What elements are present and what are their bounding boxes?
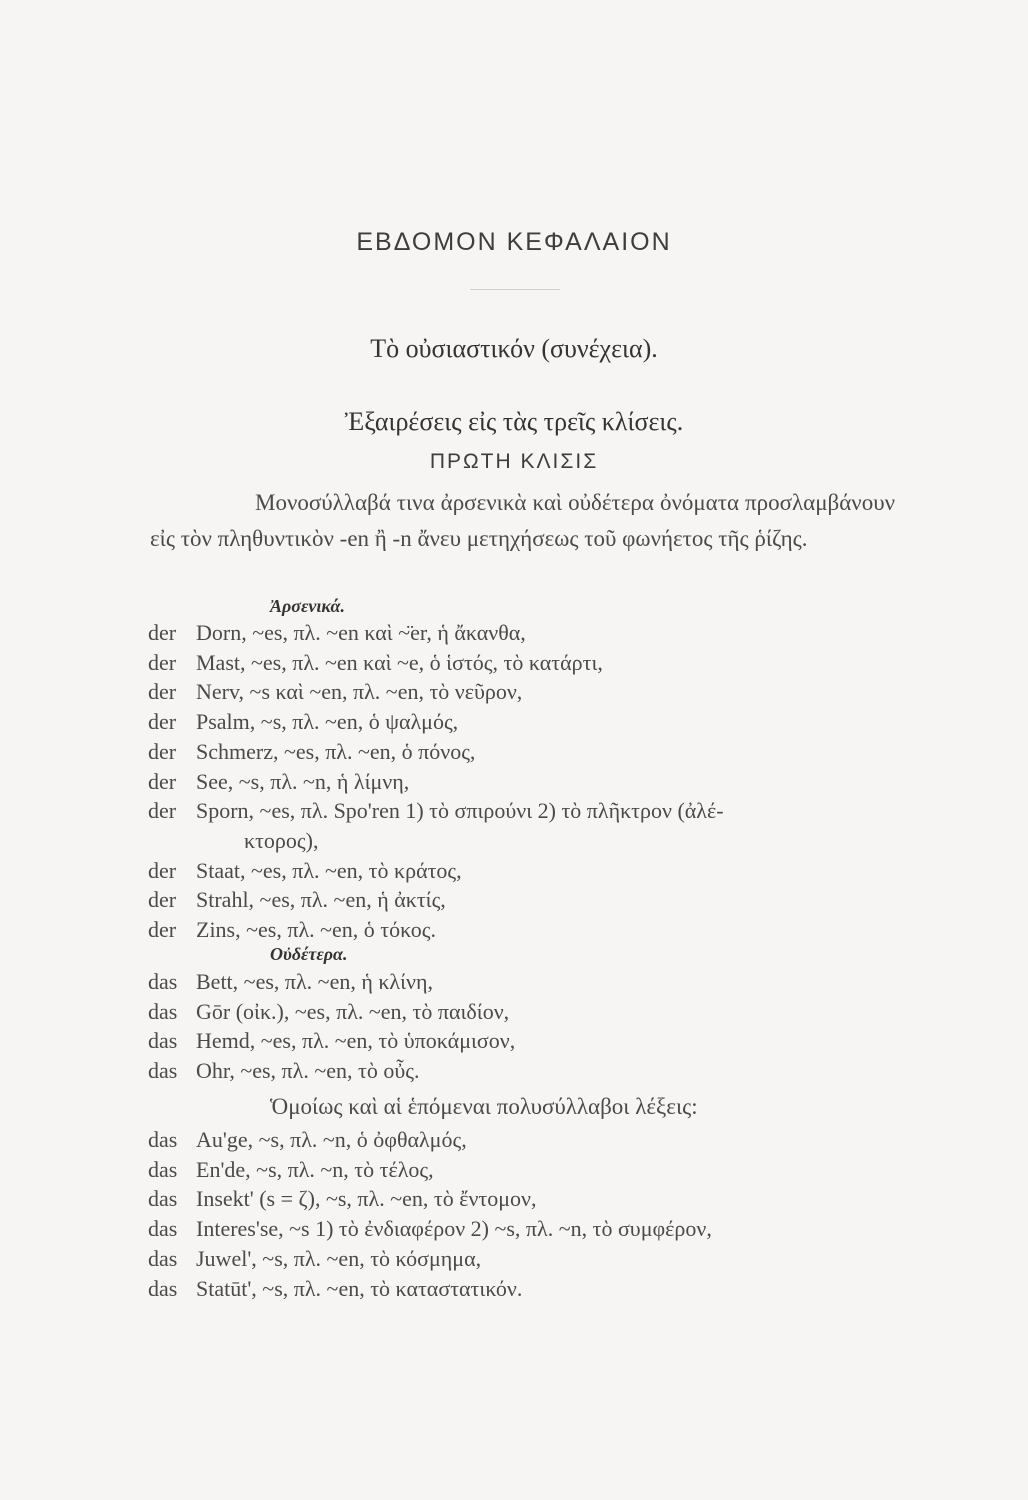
- dictionary-entry: [148, 885, 908, 915]
- entry-text: Mast, ~es, πλ. ~en καὶ ~e, ὁ ἱστός, τὸ κατάρτι,: [196, 649, 603, 675]
- dictionary-entry: [148, 967, 908, 997]
- entry-text: Insekt' (s = ζ), ~s, πλ. ~en, τὸ ἔντομον,: [196, 1186, 537, 1212]
- entry-article: der: [148, 857, 177, 883]
- entry-article: das: [148, 998, 178, 1024]
- entry-text: Juwel', ~s, πλ. ~en, τὸ κόσμημα,: [196, 1245, 482, 1271]
- neuter-label: Οὐδέτερα.: [270, 944, 348, 964]
- entry-article: das: [148, 1028, 178, 1054]
- similarly-note: Ὁμοίως καὶ αἱ ἑπόμεναι πολυσύλλαβοι λέξεις:: [270, 1094, 698, 1119]
- entry-article: das: [148, 1216, 178, 1242]
- entry-text: Schmerz, ~es, πλ. ~en, ὁ πόνος,: [196, 738, 476, 764]
- dictionary-entry: [148, 1274, 908, 1304]
- chapter-title: ΕΒΔΟΜΟΝ ΚΕΦΑΛΑΙΟΝ: [356, 228, 672, 256]
- entry-article: das: [148, 1127, 178, 1152]
- entry-article: der: [148, 917, 177, 943]
- entry-article: der: [148, 738, 177, 764]
- entry-text: Interes'se, ~s 1) τὸ ἐνδιαφέρον 2) ~s, πλ. ~n, τὸ συμφέρον,: [196, 1216, 712, 1242]
- entry-text: Psalm, ~s, πλ. ~en, ὁ ψαλμός,: [196, 709, 459, 735]
- entry-article: der: [148, 798, 177, 824]
- entry-article: das: [148, 1156, 178, 1182]
- entry-text: Au'ge, ~s, πλ. ~n, ὁ ὀφθαλμός,: [196, 1127, 467, 1152]
- entry-text: Ohr, ~es, πλ. ~en, τὸ οὖς.: [196, 1058, 420, 1084]
- entry-text: Sporn, ~es, πλ. Spo'ren 1) τὸ σπιρούνι 2) τὸ πλῆκτρον (ἀλέ-: [196, 798, 724, 824]
- dictionary-entry: [148, 618, 908, 648]
- entry-text: Strahl, ~es, πλ. ~en, ἡ ἀκτίς,: [196, 887, 446, 913]
- entry-text: See, ~s, πλ. ~n, ἡ λίμνη,: [196, 768, 410, 794]
- entry-article: der: [148, 620, 177, 645]
- dictionary-entry: [148, 677, 908, 707]
- dictionary-entry: [148, 1056, 908, 1086]
- masculine-entry-list: [148, 618, 908, 945]
- dictionary-entry: [148, 707, 908, 737]
- entry-article: der: [148, 768, 177, 794]
- entry-text: Zins, ~es, πλ. ~en, ὁ τόκος.: [196, 917, 436, 943]
- dictionary-entry: [148, 1214, 908, 1244]
- dictionary-entry: [148, 997, 908, 1027]
- entry-article: der: [148, 679, 177, 705]
- neuter-entry-list: [148, 967, 908, 1086]
- dictionary-entry: [148, 1184, 908, 1214]
- entry-article: das: [148, 1245, 178, 1271]
- declension-heading: ΠΡΩΤΗ ΚΛΙΣΙΣ: [429, 450, 599, 473]
- entry-article: das: [148, 1275, 178, 1301]
- entry-text: En'de, ~s, πλ. ~n, τὸ τέλος,: [196, 1156, 434, 1182]
- dictionary-entry: [148, 737, 908, 767]
- entry-article: das: [148, 969, 178, 994]
- exceptions-heading: Ἐξαιρέσεις εἰς τὰς τρεῖς κλίσεις.: [344, 407, 684, 436]
- entry-continuation: [148, 826, 908, 856]
- entry-article: der: [148, 709, 177, 735]
- entry-article: der: [148, 649, 177, 675]
- dictionary-entry: [148, 1244, 908, 1274]
- entry-text: Gōr (οἰκ.), ~es, πλ. ~en, τὸ παιδίον,: [196, 998, 510, 1024]
- entry-text: Hemd, ~es, πλ. ~en, τὸ ὑποκάμισον,: [196, 1028, 516, 1054]
- entry-text: κτορος),: [244, 827, 319, 853]
- entry-text: Nerv, ~s καὶ ~en, πλ. ~en, τὸ νεῦρον,: [196, 679, 523, 705]
- dictionary-entry: [148, 856, 908, 886]
- entry-text: Statūt', ~s, πλ. ~en, τὸ καταστατικόν.: [196, 1275, 523, 1301]
- entry-text: Bett, ~es, πλ. ~en, ἡ κλίνη,: [196, 969, 433, 994]
- dictionary-entry: [148, 1026, 908, 1056]
- dictionary-entry: [148, 648, 908, 678]
- entry-article: das: [148, 1058, 178, 1084]
- polysyllabic-entry-list: [148, 1125, 908, 1303]
- dictionary-entry: [148, 796, 908, 826]
- intro-paragraph: Μονοσύλλαβά τινα ἀρσενικὰ καὶ οὐδέτερα ὀνόματα προσλαμβάνουν εἰς τὸν πληθυντικὸν -en ἢ -n ἄνευ μετηχήσεως τοῦ φωνήετος τῆς ῥίζης.: [150, 490, 895, 551]
- dictionary-entry: [148, 767, 908, 797]
- dictionary-entry: [148, 1155, 908, 1185]
- title-divider: [470, 289, 560, 290]
- entry-article: das: [148, 1186, 178, 1212]
- entry-text: Staat, ~es, πλ. ~en, τὸ κράτος,: [196, 857, 462, 883]
- dictionary-entry: [148, 915, 908, 945]
- masculine-label: Ἀρσενικά.: [270, 596, 346, 616]
- dictionary-entry: [148, 1125, 908, 1155]
- entry-article: der: [148, 887, 177, 913]
- section-subtitle: Τὸ οὐσιαστικόν (συνέχεια).: [370, 334, 658, 363]
- entry-text: Dorn, ~es, πλ. ~en καὶ ~̈er, ἡ ἄκανθα,: [196, 620, 526, 645]
